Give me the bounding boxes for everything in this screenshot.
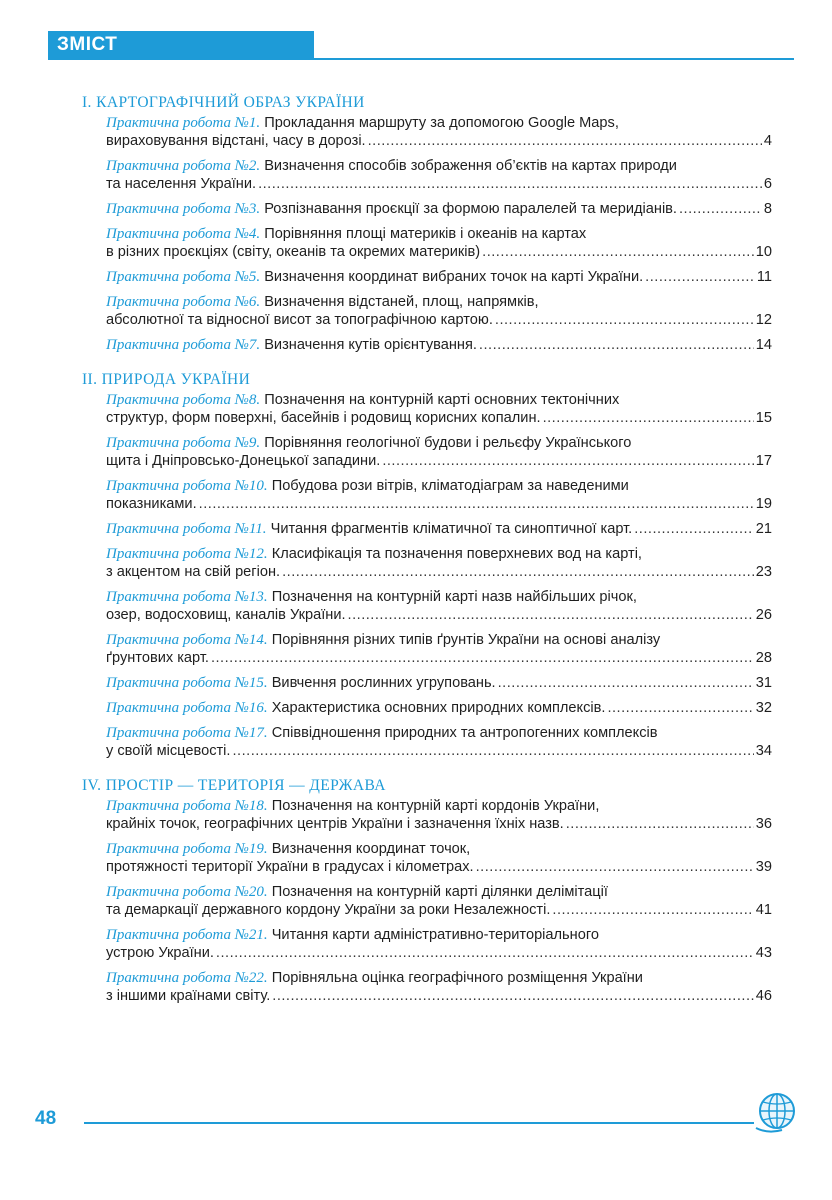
entry-last-line xyxy=(106,699,772,717)
entry-title-end: Вивчення рослинних угруповань. xyxy=(271,675,496,691)
entry-last-line xyxy=(106,649,772,667)
entry-label: Практична робота №11. xyxy=(106,521,267,537)
entry-label: Практична робота №12. xyxy=(106,546,268,562)
entry-last-line xyxy=(106,409,772,427)
entry-last-line xyxy=(106,495,772,513)
toc-entry[interactable] xyxy=(106,268,772,286)
entry-label: Практична робота №9. xyxy=(106,435,261,451)
entry-title-end: вираховування відстані, часу в дорозі. xyxy=(106,133,366,149)
entry-title-end: з іншими країнами світу. xyxy=(106,988,271,1004)
entry-title-wrapper xyxy=(106,742,230,760)
entry-title-end: крайніх точок, географічних центрів України і зазначення їхніх назв. xyxy=(106,816,564,832)
entry-first-line xyxy=(106,631,772,649)
page-footer xyxy=(0,1090,832,1150)
entry-title-end: ґрунтових карт. xyxy=(106,650,209,666)
entry-page-number: 46 xyxy=(755,988,772,1004)
entry-label: Практична робота №7. xyxy=(106,337,261,353)
entry-first-line xyxy=(106,545,772,563)
entry-title-start: Порівняльна оцінка географічного розміщення України xyxy=(271,970,643,986)
entry-last-line xyxy=(106,520,772,538)
entry-last-line xyxy=(106,336,772,354)
entry-title-end: щита і Дніпровсько-Донецької западини. xyxy=(106,453,381,469)
section-title: І. КАРТОГРАФІЧНИЙ ОБРАЗ УКРАЇНИ xyxy=(82,94,365,111)
entry-title-start: Визначення способів зображення об’єктів на картах природи xyxy=(264,158,677,174)
entry-title-end: в різних проєкціях (світу, океанів та окремих материків) xyxy=(106,244,481,260)
toc-entry[interactable] xyxy=(106,674,772,692)
entry-page-number: 19 xyxy=(755,496,772,512)
entry-label: Практична робота №21. xyxy=(106,927,268,943)
dot-leader xyxy=(607,699,753,717)
entry-page-number: 8 xyxy=(763,201,772,217)
section-title: ІІ. ПРИРОДА УКРАЇНИ xyxy=(82,371,251,388)
entry-page-number: 15 xyxy=(755,410,772,426)
dot-leader xyxy=(479,336,754,354)
entry-title-start: Порівняння різних типів ґрунтів України на основі аналізу xyxy=(271,632,661,648)
entry-title-end: Читання фрагментів кліматичної та синоптичної карт. xyxy=(270,521,633,537)
entry-title-start: Позначення на контурній карті назв найбільших річок, xyxy=(271,589,637,605)
page-title: ЗМІСТ xyxy=(57,34,118,55)
entry-first-line xyxy=(106,883,772,901)
entry-title-end: устрою України. xyxy=(106,945,214,961)
entry-page-number: 32 xyxy=(755,700,772,716)
entry-title-wrapper xyxy=(106,699,605,717)
entry-title-start: Співвідношення природних та антропогенних комплексів xyxy=(271,725,658,741)
toc-entry[interactable] xyxy=(106,391,772,427)
entry-page-number: 17 xyxy=(755,453,772,469)
entry-last-line xyxy=(106,944,772,962)
entry-title-end: з акцентом на свій регіон. xyxy=(106,564,281,580)
entry-first-line xyxy=(106,588,772,606)
entry-last-line xyxy=(106,815,772,833)
entry-first-line xyxy=(106,114,772,132)
entry-title-wrapper xyxy=(106,268,643,286)
entry-last-line xyxy=(106,674,772,692)
toc-entry[interactable] xyxy=(106,588,772,624)
entry-last-line xyxy=(106,901,772,919)
dot-leader xyxy=(476,858,754,876)
entry-page-number: 41 xyxy=(755,902,772,918)
entry-title-end: та населення України. xyxy=(106,176,257,192)
entry-title-wrapper xyxy=(106,175,256,193)
entry-page-number: 39 xyxy=(755,859,772,875)
entry-title-wrapper xyxy=(106,649,209,667)
dot-leader xyxy=(645,268,755,286)
entry-first-line xyxy=(106,724,772,742)
entry-label: Практична робота №19. xyxy=(106,841,268,857)
toc-entry[interactable] xyxy=(106,293,772,329)
toc-entry[interactable] xyxy=(106,157,772,193)
entry-last-line xyxy=(106,563,772,581)
entry-last-line xyxy=(106,243,772,261)
dot-leader xyxy=(348,606,754,624)
entry-label: Практична робота №6. xyxy=(106,294,261,310)
entry-label: Практична робота №22. xyxy=(106,970,268,986)
header-rule xyxy=(48,58,794,60)
dot-leader xyxy=(258,175,762,193)
entry-title-end: Розпізнавання проєкції за формою паралелей та меридіанів. xyxy=(264,201,677,217)
toc-entry[interactable] xyxy=(106,336,772,354)
entry-page-number: 4 xyxy=(763,133,772,149)
toc-entry[interactable] xyxy=(106,699,772,717)
entry-page-number: 31 xyxy=(755,675,772,691)
entry-title-wrapper xyxy=(106,311,493,329)
entry-title-wrapper xyxy=(106,674,496,692)
entry-label: Практична робота №16. xyxy=(106,700,268,716)
entry-page-number: 21 xyxy=(755,521,772,537)
entry-first-line xyxy=(106,926,772,944)
entry-title-start: Побудова рози вітрів, кліматодіаграм за наведеними xyxy=(271,478,629,494)
entry-title-wrapper xyxy=(106,495,197,513)
footer-rule xyxy=(84,1122,754,1124)
entry-title-end: протяжності території України в градусах і кілометрах. xyxy=(106,859,474,875)
toc-entry[interactable] xyxy=(106,797,772,833)
entry-page-number: 26 xyxy=(755,607,772,623)
entry-label: Практична робота №8. xyxy=(106,392,261,408)
dot-leader xyxy=(566,815,754,833)
entry-title-start: Порівняння геологічної будови і рельєфу Українського xyxy=(264,435,632,451)
toc-entry[interactable] xyxy=(106,477,772,513)
entry-label: Практична робота №3. xyxy=(106,201,261,217)
entry-title-start: Позначення на контурній карті ділянки делімітації xyxy=(271,884,608,900)
entry-title-end: Визначення кутів орієнтування. xyxy=(264,337,477,353)
entry-title-wrapper xyxy=(106,901,550,919)
entry-title-end: Визначення координат вибраних точок на карті України. xyxy=(264,269,644,285)
dot-leader xyxy=(382,452,753,470)
entry-title-end: озер, водосховищ, каналів України. xyxy=(106,607,346,623)
entry-label: Практична робота №10. xyxy=(106,478,268,494)
entry-title-wrapper xyxy=(106,606,346,624)
entry-title-wrapper xyxy=(106,858,474,876)
entry-title-start: Позначення на контурній карті кордонів України, xyxy=(271,798,600,814)
entry-title-wrapper xyxy=(106,563,280,581)
toc-entry[interactable] xyxy=(106,926,772,962)
toc-entry[interactable] xyxy=(106,225,772,261)
entry-first-line xyxy=(106,840,772,858)
entry-title-start: Читання карти адміністративно-територіального xyxy=(271,927,599,943)
dot-leader xyxy=(679,200,762,218)
toc-entry[interactable] xyxy=(106,883,772,919)
dot-leader xyxy=(498,674,754,692)
entry-label: Практична робота №5. xyxy=(106,269,261,285)
dot-leader xyxy=(211,649,754,667)
entry-page-number: 43 xyxy=(755,945,772,961)
entry-last-line xyxy=(106,987,772,1005)
entry-title-start: Класифікація та позначення поверхневих вод на карті, xyxy=(271,546,642,562)
entry-first-line xyxy=(106,434,772,452)
entry-title-wrapper xyxy=(106,132,366,150)
entry-page-number: 6 xyxy=(763,176,772,192)
dot-leader xyxy=(199,495,754,513)
entry-title-wrapper xyxy=(106,815,564,833)
entry-first-line xyxy=(106,157,772,175)
globe-icon xyxy=(752,1090,798,1136)
entry-title-wrapper xyxy=(106,336,477,354)
entry-label: Практична робота №17. xyxy=(106,725,268,741)
entry-title-wrapper xyxy=(106,452,380,470)
entry-title-wrapper xyxy=(106,987,270,1005)
dot-leader xyxy=(552,901,753,919)
entry-title-start: Порівняння площі материків і океанів на картах xyxy=(264,226,587,242)
entry-page-number: 12 xyxy=(755,312,772,328)
toc-entry[interactable] xyxy=(106,434,772,470)
entry-first-line xyxy=(106,969,772,987)
entry-title-start: Визначення координат точок, xyxy=(271,841,471,857)
entry-page-number: 28 xyxy=(755,650,772,666)
entry-title-end: абсолютної та відносної висот за топографічною картою. xyxy=(106,312,493,328)
entry-title-end: показниками. xyxy=(106,496,197,512)
entry-page-number: 23 xyxy=(755,564,772,580)
entry-first-line xyxy=(106,797,772,815)
toc-entry[interactable] xyxy=(106,114,772,150)
dot-leader xyxy=(272,987,754,1005)
entry-last-line xyxy=(106,452,772,470)
entry-last-line xyxy=(106,606,772,624)
entry-last-line xyxy=(106,132,772,150)
entry-label: Практична робота №2. xyxy=(106,158,261,174)
entry-title-end: структур, форм поверхні, басейнів і родовищ корисних копалин. xyxy=(106,410,541,426)
entry-first-line xyxy=(106,293,772,311)
entry-title-wrapper xyxy=(106,944,214,962)
entry-label: Практична робота №13. xyxy=(106,589,268,605)
entry-last-line xyxy=(106,858,772,876)
entry-page-number: 34 xyxy=(755,743,772,759)
entry-title-end: Характеристика основних природних комплексів. xyxy=(271,700,606,716)
entry-label: Практична робота №20. xyxy=(106,884,268,900)
dot-leader xyxy=(495,311,754,329)
entry-last-line xyxy=(106,200,772,218)
entry-first-line xyxy=(106,225,772,243)
dot-leader xyxy=(216,944,754,962)
entry-title-start: Прокладання маршруту за допомогою Google Maps, xyxy=(264,115,619,131)
entry-label: Практична робота №14. xyxy=(106,632,268,648)
entry-last-line xyxy=(106,742,772,760)
dot-leader xyxy=(634,520,754,538)
entry-label: Практична робота №18. xyxy=(106,798,268,814)
entry-title-wrapper xyxy=(106,409,541,427)
entry-last-line xyxy=(106,175,772,193)
entry-last-line xyxy=(106,268,772,286)
entry-title-wrapper xyxy=(106,520,632,538)
header-block xyxy=(48,31,314,59)
entry-page-number: 10 xyxy=(755,244,772,260)
entry-title-end: у своїй місцевості. xyxy=(106,743,231,759)
page-number: 48 xyxy=(35,1108,57,1129)
entry-label: Практична робота №1. xyxy=(106,115,261,131)
entry-page-number: 36 xyxy=(755,816,772,832)
entry-title-end: та демаркації державного кордону України за роки Незалежності. xyxy=(106,902,551,918)
dot-leader xyxy=(282,563,754,581)
entry-title-start: Визначення відстаней, площ, напрямків, xyxy=(264,294,539,310)
entry-title-wrapper xyxy=(106,243,480,261)
toc-entry[interactable] xyxy=(106,545,772,581)
entry-label: Практична робота №4. xyxy=(106,226,261,242)
toc-entry[interactable] xyxy=(106,724,772,760)
entry-page-number: 14 xyxy=(755,337,772,353)
entry-last-line xyxy=(106,311,772,329)
dot-leader xyxy=(232,742,753,760)
dot-leader xyxy=(482,243,754,261)
page-header xyxy=(48,31,794,61)
dot-leader xyxy=(543,409,754,427)
toc-entry[interactable] xyxy=(106,969,772,1005)
entry-first-line xyxy=(106,391,772,409)
entry-first-line xyxy=(106,477,772,495)
entry-title-start: Позначення на контурній карті основних тектонічних xyxy=(264,392,620,408)
entry-label: Практична робота №15. xyxy=(106,675,268,691)
section-title: IV. ПРОСТІР — ТЕРИТОРІЯ — ДЕРЖАВА xyxy=(82,777,386,794)
entry-page-number: 11 xyxy=(756,269,772,285)
toc-entry[interactable] xyxy=(106,631,772,667)
table-of-contents xyxy=(82,92,782,1012)
toc-entry[interactable] xyxy=(106,200,772,218)
toc-entry[interactable] xyxy=(106,840,772,876)
dot-leader xyxy=(368,132,762,150)
toc-entry[interactable] xyxy=(106,520,772,538)
entry-title-wrapper xyxy=(106,200,677,218)
